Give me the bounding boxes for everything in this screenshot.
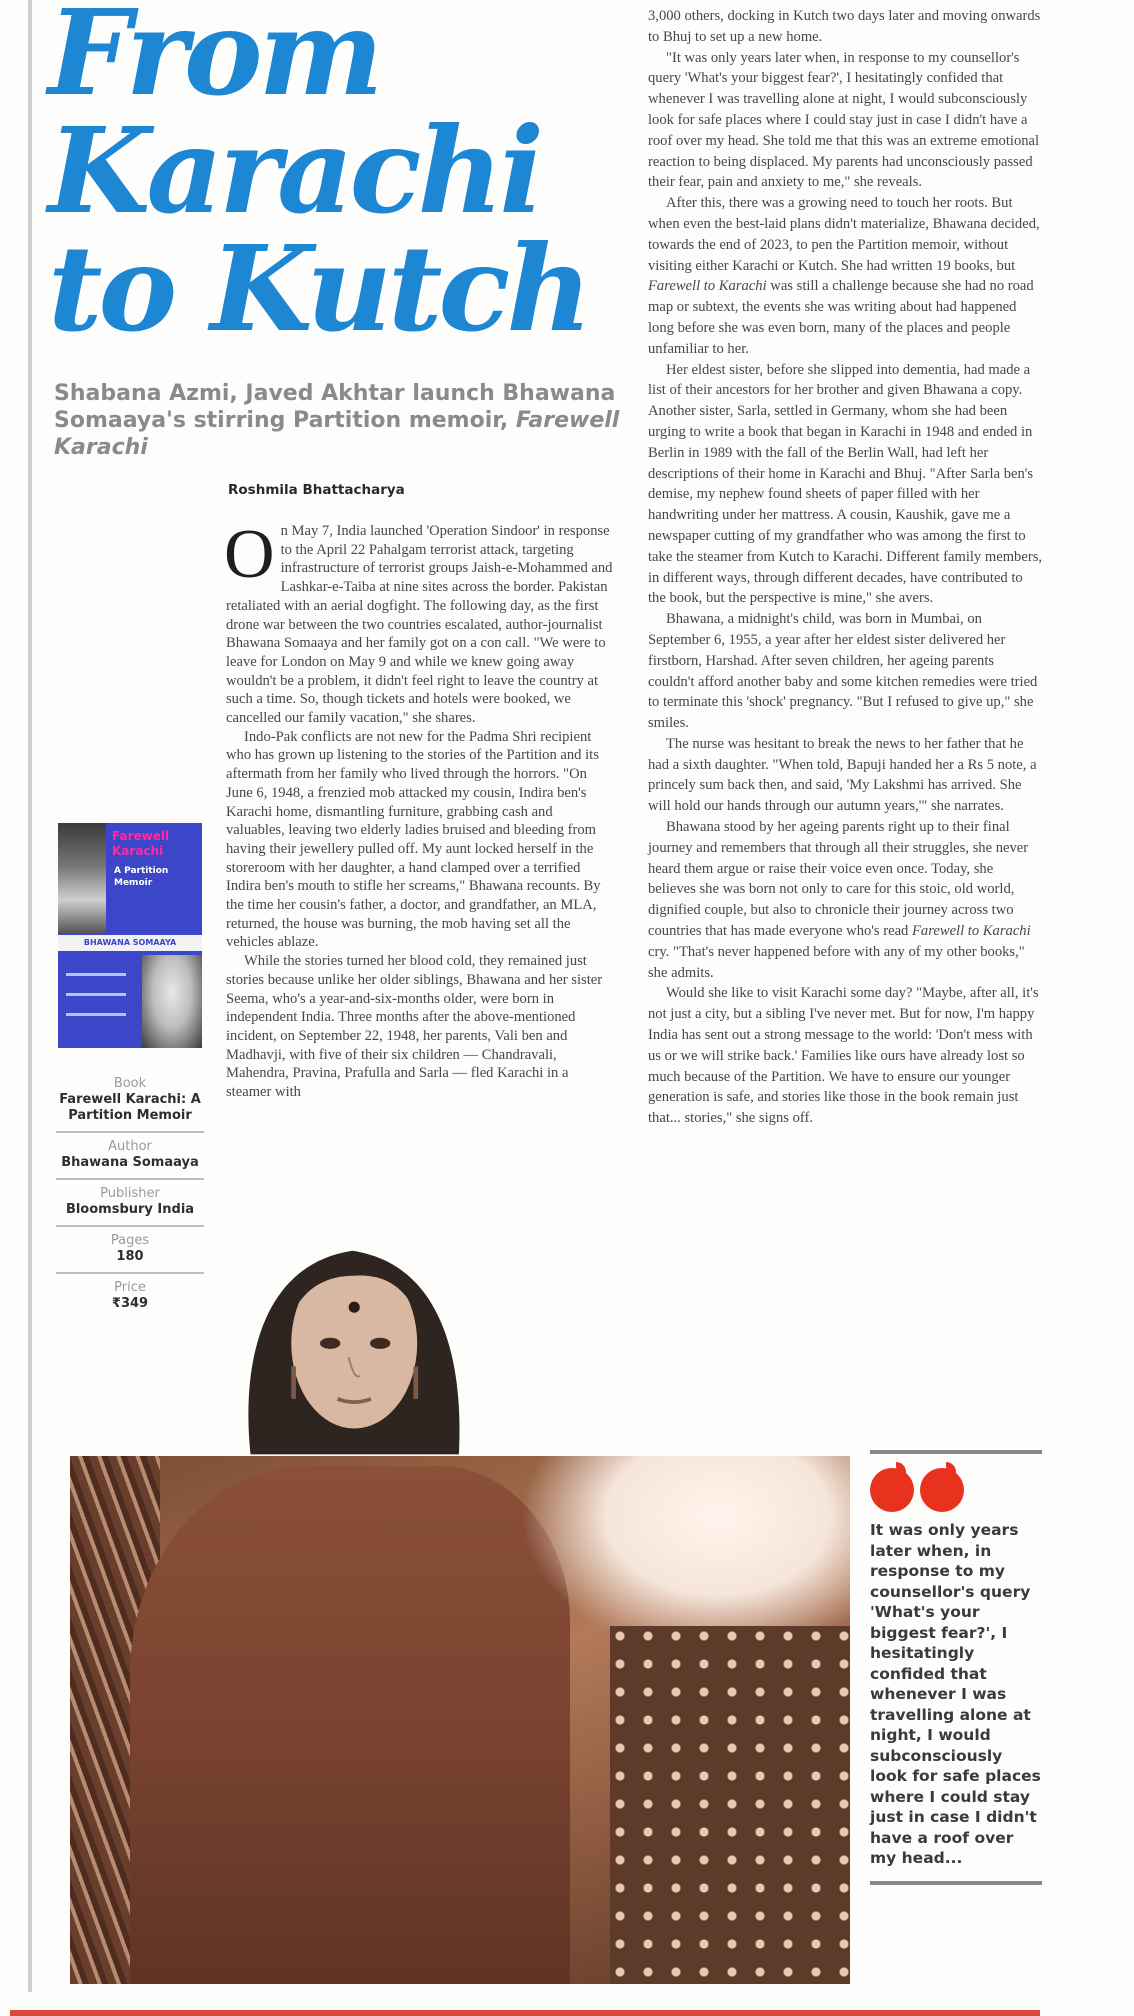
- paragraph-text: While the stories turned her blood cold, they remained just stories because unlike her older siblings, Bhawana and her sister Seema, who's a year-and-six-months older, were born in independent India. Three months after the above-mentioned incident, on September 22, 1948, her parents, Vali ben and Madhavji, with five of their six children — Chandravali, Mahendra, Pravina, Prafulla and Sarla — fled Karachi in a steamer with: [226, 953, 603, 1101]
- standfirst-book-title: Farewell Karachi: [54, 408, 620, 460]
- cover-author: BHAWANA SOMAAYA: [58, 935, 202, 951]
- info-label: Author: [108, 1139, 152, 1154]
- info-price: [56, 1274, 204, 1319]
- cover-photo-left: [58, 823, 106, 933]
- info-pages: [56, 1227, 204, 1274]
- paragraph: [226, 952, 614, 1102]
- cover-photo-right: [142, 955, 202, 1048]
- left-margin-rule: [28, 0, 32, 1992]
- paragraph: [648, 817, 1044, 983]
- info-label: Price: [114, 1280, 146, 1295]
- author-seated-photo: [70, 1456, 850, 1984]
- headline-line-3: to Kutch: [48, 219, 589, 358]
- book-info-box: [56, 1070, 204, 1319]
- standfirst-text: Shabana Azmi, Javed Akhtar launch Bhawana Somaaya's stirring Partition memoir,: [54, 381, 616, 433]
- headline-line-2: Karachi: [48, 101, 541, 240]
- paragraph-text: n May 7, India launched 'Operation Sindoor' in response to the April 22 Pahalgam terrorist attack, targeting infrastructure of terrorist groups Jaish-e-Mohammed and Lashkar-e-Taiba at nine sites across the border. Pakistan retaliated with an aerial dogfight. The following day, as the first drone war between the two countries escalated, author-journalist Bhawana Somaaya and her family got on a con call. "We were to leave for London on May 9 and while we knew going away wouldn't be a problem, it didn't feel right to leave the country at such a time. So, though tickets and hotels were booked, we cancelled our family vacation," she shares.: [226, 523, 613, 727]
- info-label: Publisher: [100, 1186, 160, 1201]
- info-value: ₹349: [111, 1296, 149, 1311]
- info-value: Bhawana Somaaya: [61, 1155, 199, 1170]
- drop-cap: O: [224, 516, 275, 593]
- paragraph: "It was only years later when, in response to my counsellor's query 'What's your biggest fear?', I hesitatingly confided that whenever I was travelling alone at night, I would subconsciously look for safe places where I could stay just in case I didn't have a roof over my head. She told me that this was an extreme emotional reaction to being displaced. My parents had unconsciously passed their fear, pain and anxiety to me," she reveals.: [648, 49, 1040, 191]
- page-bottom-rule: [10, 2010, 1040, 2016]
- headline-line-1: From: [48, 0, 380, 122]
- paragraph: [224, 516, 614, 728]
- info-label: Pages: [110, 1233, 150, 1248]
- info-book: [56, 1070, 204, 1133]
- book-cover-image: [58, 823, 202, 1048]
- photo-patterned-sofa: [610, 1626, 850, 1984]
- paragraph-text: cry. "That's never happened before with any of my other books," she admits.: [648, 943, 1025, 981]
- cover-blurb-line: [66, 993, 126, 996]
- info-label: Book: [113, 1076, 147, 1091]
- paragraph: Would she like to visit Karachi some day? "Maybe, after all, it's not just a city, but a sibling I've never met. But for now, I'm happy India has sent out a strong message to the world: 'Don't mess with us or we will strike back.' Families like ours have already lost so much because of the Partition. We have to ensure our younger generation is safe, and stories like those in the book remain just that... stories," she signs off.: [648, 985, 1039, 1127]
- book-title-italic: Farewell to Karachi: [648, 278, 767, 295]
- pull-quote-text: It was only years later when, in response to my counsellor's query 'What's your biggest fear?', I hesitatingly confided that whenever I was travelling alone at night, I would subconsciously look for safe places where I could stay just in case I didn't have a roof over my head...: [870, 1521, 1041, 1867]
- book-title-italic: Farewell to Karachi: [912, 923, 1031, 940]
- pull-quote-top-rule: [870, 1450, 1042, 1454]
- byline: Roshmila Bhattacharya: [228, 482, 405, 498]
- pull-quote: [870, 1450, 1042, 1885]
- standfirst: [54, 380, 624, 461]
- article-column-2: [648, 6, 1044, 1129]
- paragraph-text: Bhawana stood by her ageing parents right up to their final journey and remembers that through all their struggles, she never heard them argue or raise their voice even once. Today, she believes she was born not only to care for this stoic, old world, dignified couple, but also to chronicle their journey across two countries that has made everyone who's read: [648, 819, 1029, 940]
- quote-mark-right-icon: [920, 1468, 964, 1512]
- cover-blurb-line: [66, 973, 126, 976]
- info-value: 180: [116, 1249, 144, 1264]
- paragraph: Bhawana, a midnight's child, was born in Mumbai, on September 6, 1955, a year after her eldest sister delivered her firstborn, Harshad. After seven children, her ageing parents couldn't afford another baby and some kitchen remedies were tried to terminate this 'shock' pregnancy. "But I refused to give up," she smiles.: [648, 611, 1038, 732]
- paragraph: 3,000 others, docking in Kutch two days later and moving onwards to Bhuj to set up a new home.: [648, 8, 1041, 45]
- info-publisher: [56, 1180, 204, 1227]
- paragraph: [648, 193, 1044, 359]
- info-value: Bloomsbury India: [65, 1202, 195, 1217]
- quote-mark-left-icon: [870, 1468, 914, 1512]
- headline: [48, 0, 628, 358]
- paragraph-text: was still a challenge because she had no road map or subtext, the events she was writing about had happened long before she was even born, many of the places and people unfamiliar to her.: [648, 278, 1034, 357]
- author-portrait-photo: [232, 1226, 482, 1456]
- paragraph-text: After this, there was a growing need to touch her roots. But when even the best-laid plans didn't materialize, Bhawana decided, towards the end of 2023, to pen the Partition memoir, without visiting either Karachi or Kutch. She had written 19 books, but: [648, 195, 1040, 274]
- paragraph: Indo-Pak conflicts are not new for the Padma Shri recipient who has grown up listening to the stories of the Partition and its aftermath from her family who lived through the horrors. "On June 6, 1948, a frenzied mob attacked my cousin, Indira ben's Karachi home, dismantling furniture, grabbing cash and valuables, leaving two elderly ladies bruised and bleeding from having their jewellery pulled off. My aunt locked herself in the storeroom with her daughter, a hand clamped over a terrified Indira ben's mouth to stifle her screams," Bhawana recounts. By the time her cousin's father, a doctor, and grandfather, an MLA, returned, the house was burning, the mob having set all the vehicles ablaze.: [226, 728, 601, 951]
- cover-blurb-line: [66, 1013, 126, 1016]
- info-value: Farewell Karachi: A Partition Memoir: [59, 1092, 201, 1123]
- cover-subtitle: A Partition Memoir: [114, 866, 169, 888]
- paragraph: Her eldest sister, before she slipped into dementia, had made a list of their ancestors for her brother and given Bhawana a copy. Another sister, Sarla, settled in Germany, whom she had been urging to write a book that began in Karachi in 1948 and ended in Berlin in 1989 with the fall of the Berlin Wall, had left her descriptions of their home in Karachi and Bhuj. "After Sarla ben's demise, my nephew found sheets of paper filled with her handwriting under her mattress. A cousin, Kaushik, gave me a newspaper cutting of my grandfather who was among the first to take the steamer from Kutch to Karachi. Different family members, in different ways, through different decades, have contributed to the book, but the perspective is mine," she avers.: [648, 361, 1043, 607]
- quote-marks-icon: [870, 1468, 1042, 1512]
- portrait-illustration: [232, 1226, 482, 1456]
- pull-quote-bottom-rule: [870, 1881, 1042, 1885]
- cover-title: Farewell Karachi: [112, 829, 170, 858]
- photo-saree: [130, 1466, 570, 1984]
- paragraph: The nurse was hesitant to break the news to her father that he had a sixth daughter. "When told, Bapuji handed her a Rs 5 note, a princely sum back then, and said, 'My Lakshmi has arrived. She will hold our hands through our autumn years,'" she narrates.: [648, 735, 1037, 815]
- info-author: [56, 1133, 204, 1180]
